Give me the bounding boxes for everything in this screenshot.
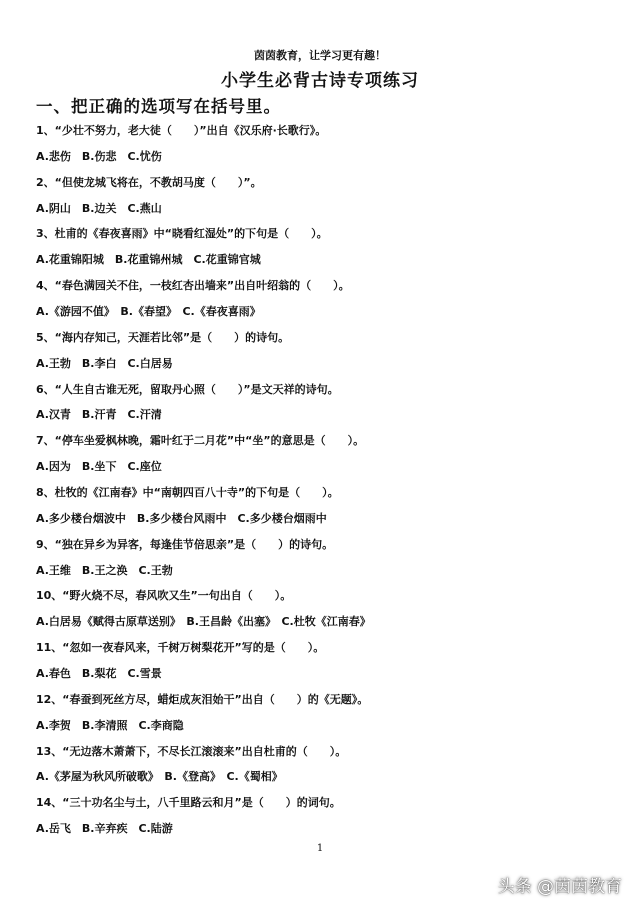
question-13-text: 13、“无边落木萧萧下，不尽长江滚滚来”出自杜甫的（ ）。 [36,744,347,758]
question-12-options: A.李贺 B.李清照 C.李商隐 [36,718,184,732]
question-13-options: A.《茅屋为秋风所破歌》 B.《登高》 C.《蜀相》 [36,770,283,784]
question-11-options: A.春色 B.梨花 C.雪景 [36,667,162,681]
question-14-text: 14、“三十功名尘与土，八千里路云和月”是（ ）的词句。 [36,796,341,810]
question-1-options: A.悲伤 B.伤悲 C.忧伤 [36,149,162,163]
question-11-text: 11、“忽如一夜春风来，千树万树梨花开”写的是（ ）。 [36,641,325,655]
question-list [36,118,626,842]
question-8-text: 8、杜牧的《江南春》中“南朝四百八十寺”的下句是（ ）。 [36,486,339,500]
question-2-options: A.阴山 B.边关 C.燕山 [36,201,162,215]
question-10-text: 10、“野火烧不尽，春风吹又生”一句出自（ ）。 [36,589,292,603]
question-5-text: 5、“海内存知己，天涯若比邻”是（ ）的诗句。 [36,330,290,344]
question-7-options: A.因为 B.坐下 C.座位 [36,460,162,474]
question-4-text: 4、“春色满园关不住，一枝红杏出墙来”出自叶绍翁的（ ）。 [36,279,350,293]
question-14-options: A.岳飞 B.辛弃疾 C.陆游 [36,822,173,836]
section-heading: 一、把正确的选项写在括号里。 [36,97,281,116]
question-5-options: A.王勃 B.李白 C.白居易 [36,356,173,370]
question-9-text: 9、“独在异乡为异客，每逢佳节倍思亲”是（ ）的诗句。 [36,537,334,551]
question-9-options: A.王维 B.王之涣 C.王勃 [36,563,173,577]
question-1-text: 1、“少壮不努力，老大徒（ ）”出自《汉乐府·长歌行》。 [36,124,327,137]
page-title: 小学生必背古诗专项练习 [221,71,419,91]
question-3-options: A.花重锦阳城 B.花重锦州城 C.花重锦官城 [36,253,261,267]
question-7-text: 7、“停车坐爱枫林晚，霜叶红于二月花”中“坐”的意思是（ ）。 [36,434,365,448]
question-2-text: 2、“但使龙城飞将在，不教胡马度（ ）”。 [36,175,262,189]
page-number: 1 [316,843,324,854]
question-6-options: A.汉青 B.汗青 C.汗清 [36,408,162,422]
question-12-text: 12、“春蚕到死丝方尽，蜡炬成灰泪始干”出自（ ）的《无题》。 [36,692,369,706]
question-3-text: 3、杜甫的《春夜喜雨》中“晓看红湿处”的下句是（ ）。 [36,227,328,241]
watermark: 头条 @茵茵教育 [497,877,622,897]
question-8-options: A.多少楼台烟波中 B.多少楼台风雨中 C.多少楼台烟雨中 [36,511,327,525]
question-10-options: A.白居易《赋得古原草送别》 B.王昌龄《出塞》 C.杜牧《江南春》 [36,615,371,629]
question-6-text: 6、“人生自古谁无死，留取丹心照（ ）”是文天祥的诗句。 [36,382,339,396]
question-4-options: A.《游园不值》 B.《春望》 C.《春夜喜雨》 [36,305,261,319]
header-note: 茵茵教育，让学习更有趣！ [254,49,386,62]
